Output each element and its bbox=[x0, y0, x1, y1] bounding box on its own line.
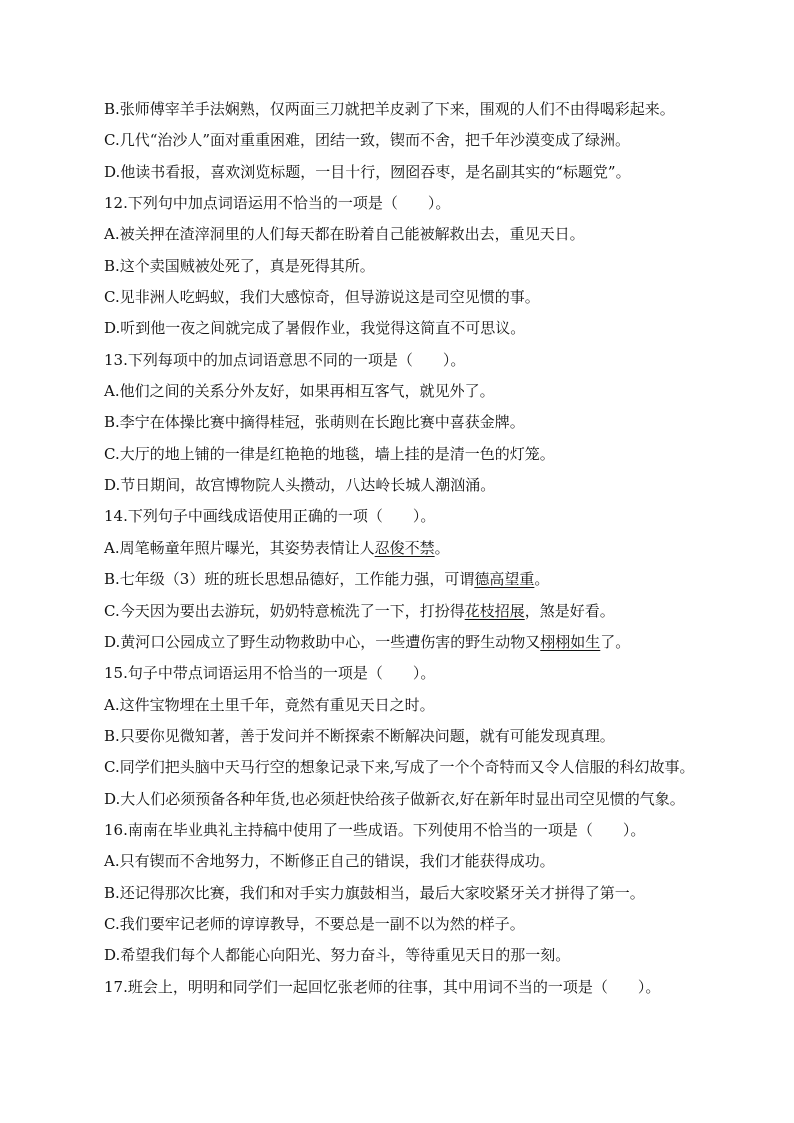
option-text: C.今天因为要出去游玩，奶奶特意梳洗了一下，打扮得 bbox=[104, 601, 465, 620]
option-q14-a bbox=[104, 533, 744, 564]
option-text: 。 bbox=[434, 538, 450, 557]
option-q15-c: C.同学们把头脑中天马行空的想象记录下来,写成了一个个奇特而又令人信服的科幻故事。 bbox=[104, 758, 695, 777]
option-q16-d: D.希望我们每个人都能心向阳光、努力奋斗，等待重见天日的那一刻。 bbox=[104, 946, 571, 965]
option-q16-b: B.还记得那次比赛，我们和对手实力旗鼓相当，最后大家咬紧牙关才拼得了第一。 bbox=[104, 883, 645, 902]
question-16: 16.南南在毕业典礼主持稿中使用了一些成语。下列使用不恰当的一项是（ ）。 bbox=[104, 820, 646, 839]
option-q12-b: B.这个卖国贼被处死了，真是死得其所。 bbox=[104, 256, 375, 275]
option-q13-c: C.大厅的地上铺的一律是红艳艳的地毯，墙上挂的是清一色的灯笼。 bbox=[104, 444, 555, 463]
underlined-idiom: 忍俊不禁 bbox=[374, 538, 435, 557]
question-13: 13.下列每项中的加点词语意思不同的一项是（ ）。 bbox=[104, 350, 466, 369]
option-q15-d: D.大人们必须预备各种年货,也必须赶快给孩子做新衣,好在新年时显出司空见惯的气象。 bbox=[104, 789, 685, 808]
underlined-idiom: 栩栩如生 bbox=[540, 632, 601, 651]
option-q11-d: D.他读书看报，喜欢浏览标题，一目十行，囫囵吞枣，是名副其实的“标题党”。 bbox=[104, 162, 631, 181]
option-q15-b: B.只要你见微知著，善于发问并不断探索不断解决问题，就有可能发现真理。 bbox=[104, 726, 615, 745]
option-q11-b: B.张师傅宰羊手法娴熟，仅两面三刀就把羊皮剥了下来，围观的人们不由得喝彩起来。 bbox=[104, 100, 675, 118]
question-list bbox=[104, 94, 744, 1003]
option-text: 。 bbox=[534, 570, 550, 589]
underlined-idiom: 德高望重 bbox=[474, 570, 535, 589]
option-q13-a: A.他们之间的关系分外友好，如果再相互客气，就见外了。 bbox=[104, 382, 495, 401]
question-12: 12.下列句中加点词语运用不恰当的一项是（ ）。 bbox=[104, 194, 451, 213]
option-q14-d bbox=[104, 627, 744, 658]
option-q14-c bbox=[104, 596, 744, 627]
question-14: 14.下列句子中画线成语使用正确的一项（ ）。 bbox=[104, 507, 436, 526]
option-text: 了。 bbox=[600, 632, 631, 651]
option-q11-c: C.几代“治沙人”面对重重困难，团结一致，锲而不舍，把千年沙漠变成了绿洲。 bbox=[104, 131, 631, 150]
option-text: A.周笔畅童年照片曝光，其姿势表情让人 bbox=[104, 538, 375, 557]
option-q14-b bbox=[104, 564, 744, 595]
option-q12-d: D.听到他一夜之间就完成了暑假作业，我觉得这简直不可思议。 bbox=[104, 319, 526, 338]
option-q15-a: A.这件宝物埋在土里千年，竟然有重见天日之时。 bbox=[104, 695, 435, 714]
option-q12-a: A.被关押在渣滓洞里的人们每天都在盼着自己能被解救出去，重见天日。 bbox=[104, 225, 585, 244]
option-text: B.七年级（3）班的班长思想品德好，工作能力强，可谓 bbox=[104, 570, 475, 589]
option-q16-c: C.我们要牢记老师的谆谆教导，不要总是一副不以为然的样子。 bbox=[104, 914, 525, 933]
option-q13-d: D.节日期间，故宫博物院人头攒动，八达岭长城人潮汹涌。 bbox=[104, 476, 496, 495]
option-q13-b: B.李宁在体操比赛中摘得桂冠，张萌则在长跑比赛中喜获金牌。 bbox=[104, 413, 525, 432]
option-text: D.黄河口公园成立了野生动物救助中心，一些遭伤害的野生动物又 bbox=[104, 632, 541, 651]
question-17: 17.班会上，明明和同学们一起回忆张老师的往事，其中用词不当的一项是（ ）。 bbox=[104, 977, 661, 996]
question-15: 15.句子中带点词语运用不恰当的一项是（ ）。 bbox=[104, 664, 436, 683]
option-text: ，煞是好看。 bbox=[524, 601, 615, 620]
underlined-idiom: 花枝招展 bbox=[464, 601, 525, 620]
option-q12-c: C.见非洲人吃蚂蚁，我们大感惊奇，但导游说这是司空见惯的事。 bbox=[104, 288, 540, 307]
option-q16-a: A.只有锲而不舍地努力，不断修正自己的错误，我们才能获得成功。 bbox=[104, 852, 555, 871]
